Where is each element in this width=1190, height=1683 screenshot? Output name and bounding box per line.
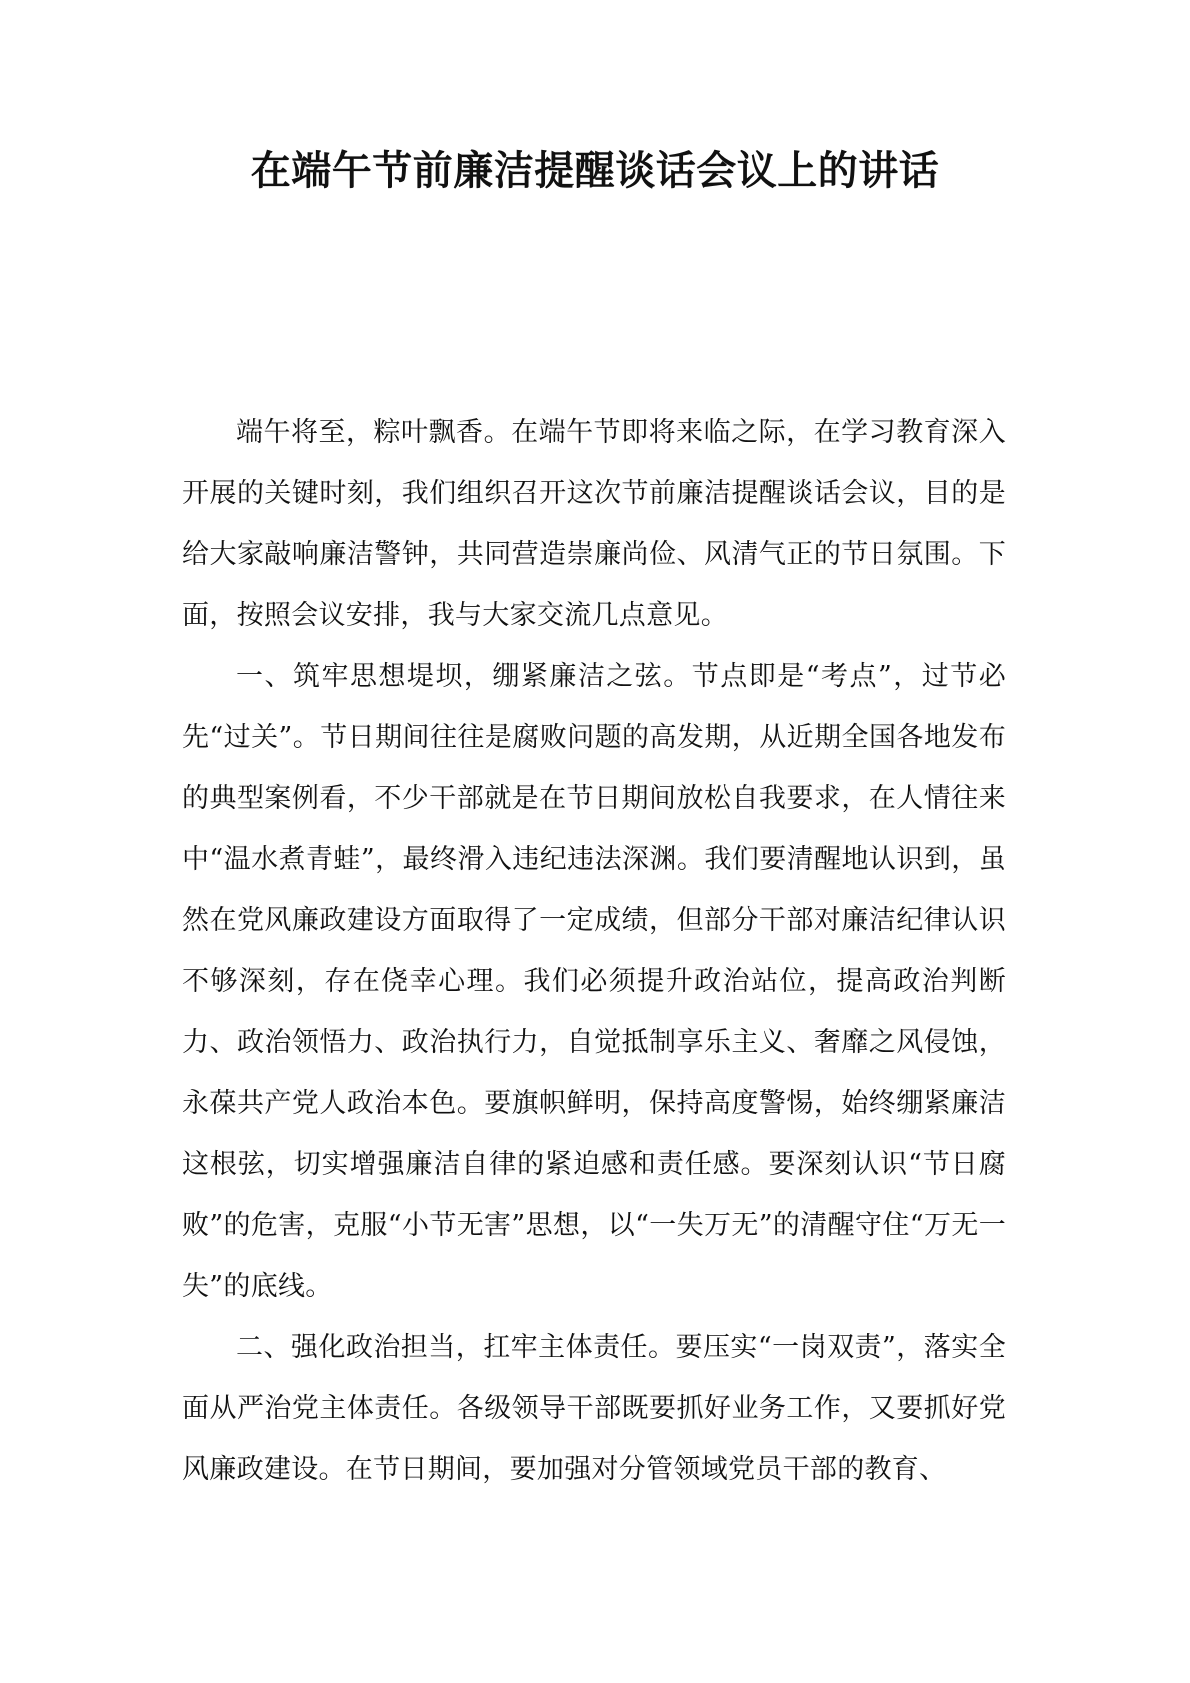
document-title: 在端午节前廉洁提醒谈话会议上的讲话 <box>250 148 940 194</box>
paragraph-section-two: 二、强化政治担当，扛牢主体责任。要压实“一岗双责”，落实全面从严治党主体责任。各级领导干部既要抓好业务工作，又要抓好党风廉政建设。在节日期间，要加强对分管领域党员干部的教育、 <box>182 1332 1006 1485</box>
paragraph-intro: 端午将至，粽叶飘香。在端午节即将来临之际，在学习教育深入开展的关键时刻，我们组织召开这次节前廉洁提醒谈话会议，目的是给大家敲响廉洁警钟，共同营造崇廉尚俭、风清气正的节日氛围。下面，按照会议安排，我与大家交流几点意见。 <box>182 417 1006 631</box>
paragraph-section-one: 一、筑牢思想堤坝，绷紧廉洁之弦。节点即是“考点”，过节必先“过关”。节日期间往往是腐败问题的高发期，从近期全国各地发布的典型案例看，不少干部就是在节日期间放松自我要求，在人情往来中“温水煮青蛙”，最终滑入违纪违法深渊。我们要清醒地认识到，虽然在党风廉政建设方面取得了一定成绩，但部分干部对廉洁纪律认识不够深刻，存在侥幸心理。我们必须提升政治站位，提高政治判断力、政治领悟力、政治执行力，自觉抵制享乐主义、奢靡之风侵蚀，永葆共产党人政治本色。要旗帜鲜明，保持高度警惕，始终绷紧廉洁这根弦，切实增强廉洁自律的紧迫感和责任感。要深刻认识“节日腐败”的危害，克服“小节无害”思想，以“一失万无”的清醒守住“万无一失”的底线。 <box>182 661 1006 1302</box>
document-body <box>182 402 1006 1500</box>
